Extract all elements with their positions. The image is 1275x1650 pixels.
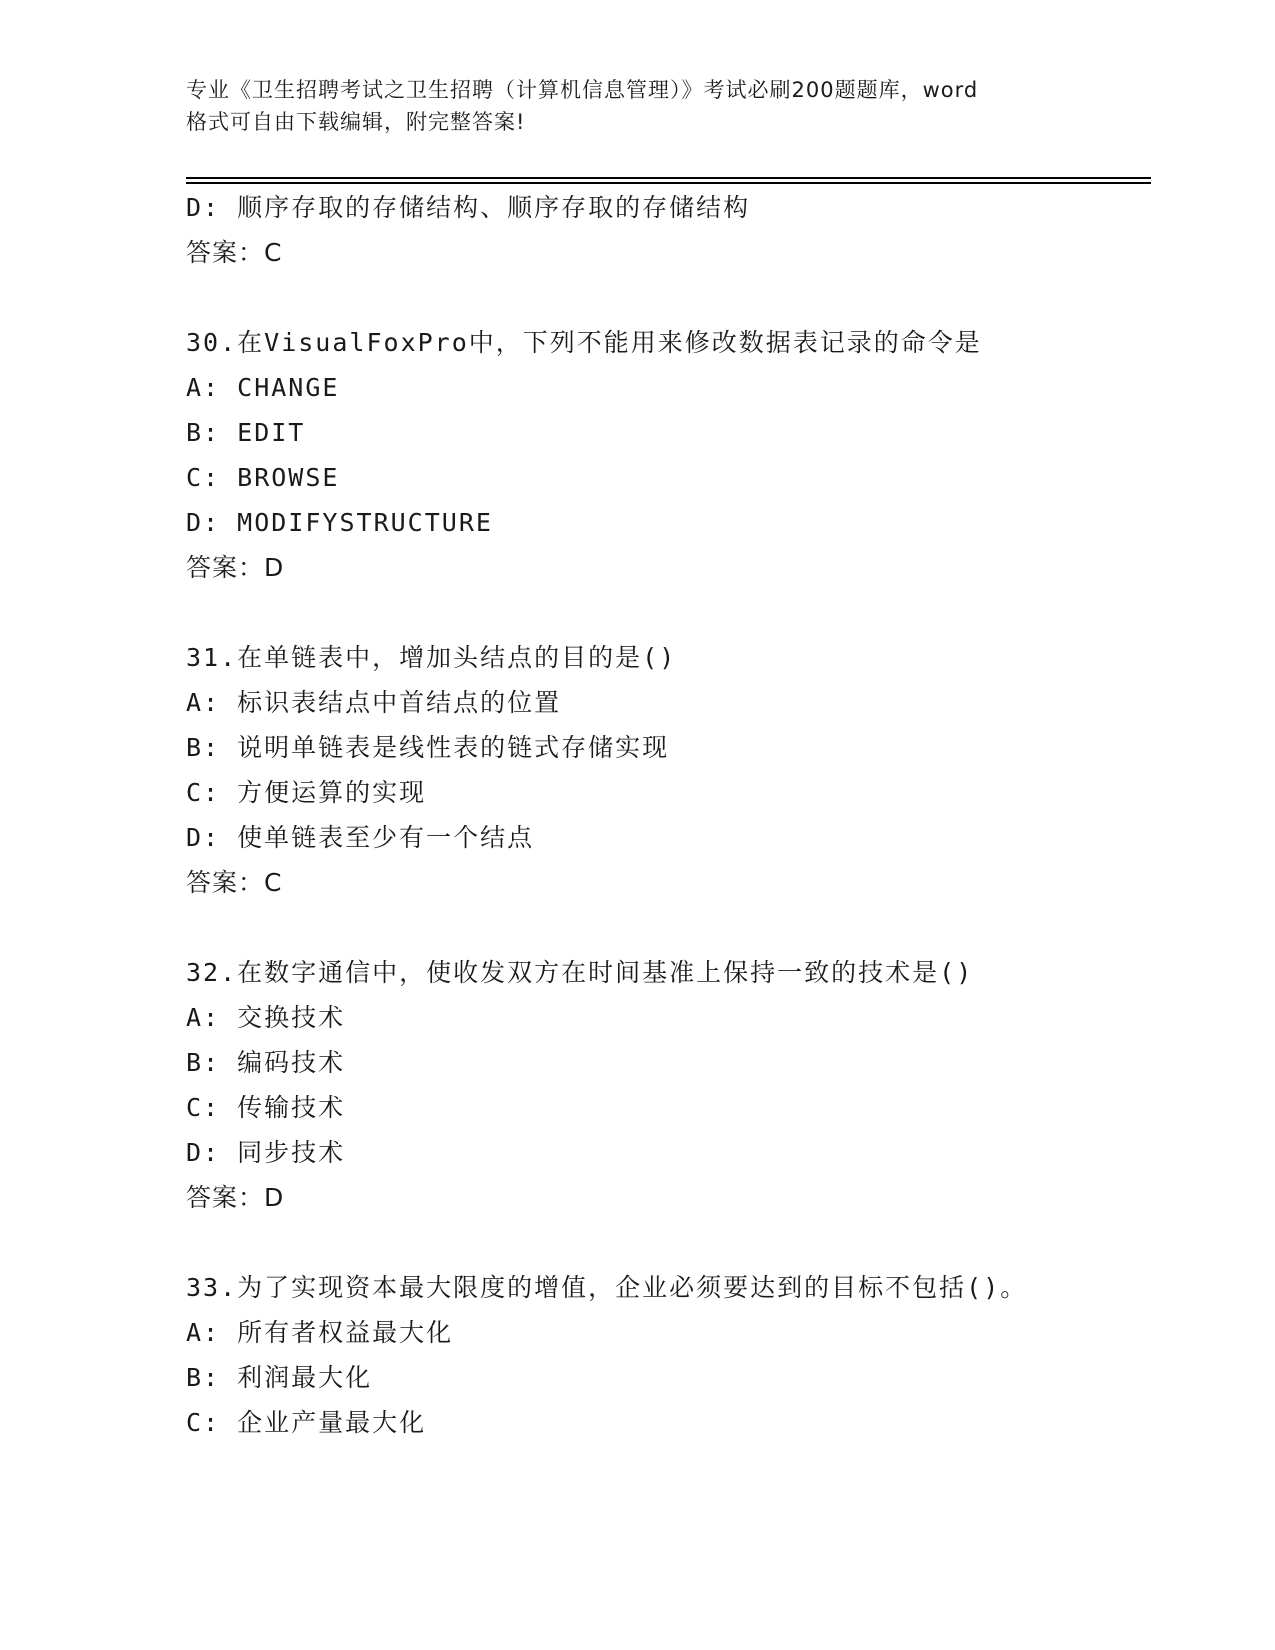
question-option: A: 标识表结点中首结点的位置 — [186, 688, 562, 717]
page-header — [186, 74, 1086, 138]
question-option: D: 使单链表至少有一个结点 — [186, 823, 535, 852]
fragment-option-d: D: 顺序存取的存储结构、顺序存取的存储结构 — [186, 193, 751, 222]
question-stem: 30.在VisualFoxPro中，下列不能用来修改数据表记录的命令是 — [186, 328, 982, 357]
question-stem: 32.在数字通信中，使收发双方在时间基准上保持一致的技术是() — [186, 958, 974, 987]
question-option: D: MODIFYSTRUCTURE — [186, 508, 493, 537]
spacer — [186, 275, 1146, 320]
spacer — [186, 590, 1146, 635]
spacer — [186, 1220, 1146, 1265]
question-option: A: 所有者权益最大化 — [186, 1318, 454, 1347]
question-option: B: 利润最大化 — [186, 1363, 373, 1392]
question-option: C: 企业产量最大化 — [186, 1408, 427, 1437]
header-rule-bottom — [186, 182, 1151, 184]
question-stem: 31.在单链表中，增加头结点的目的是() — [186, 643, 677, 672]
question-stem: 33.为了实现资本最大限度的增值，企业必须要达到的目标不包括()。 — [186, 1273, 1028, 1302]
question-option: C: 方便运算的实现 — [186, 778, 427, 807]
question-option: B: 编码技术 — [186, 1048, 346, 1077]
header-title-line-1: 专业《卫生招聘考试之卫生招聘（计算机信息管理）》考试必刷200题题库，word — [186, 78, 979, 102]
question-answer: 答案：D — [186, 1183, 285, 1212]
question-option: A: CHANGE — [186, 373, 340, 402]
question-option: D: 同步技术 — [186, 1138, 346, 1167]
question-list — [186, 185, 1146, 1445]
question-option: C: BROWSE — [186, 463, 340, 492]
spacer — [186, 905, 1146, 950]
question-option: B: 说明单链表是线性表的链式存储实现 — [186, 733, 670, 762]
question-answer: 答案：C — [186, 868, 283, 897]
header-rule-top — [186, 177, 1151, 179]
question-option: A: 交换技术 — [186, 1003, 346, 1032]
question-option: B: EDIT — [186, 418, 306, 447]
header-title-line-2: 格式可自由下载编辑，附完整答案! — [186, 110, 526, 134]
fragment-answer: 答案：C — [186, 238, 283, 267]
question-option: C: 传输技术 — [186, 1093, 346, 1122]
question-answer: 答案：D — [186, 553, 285, 582]
